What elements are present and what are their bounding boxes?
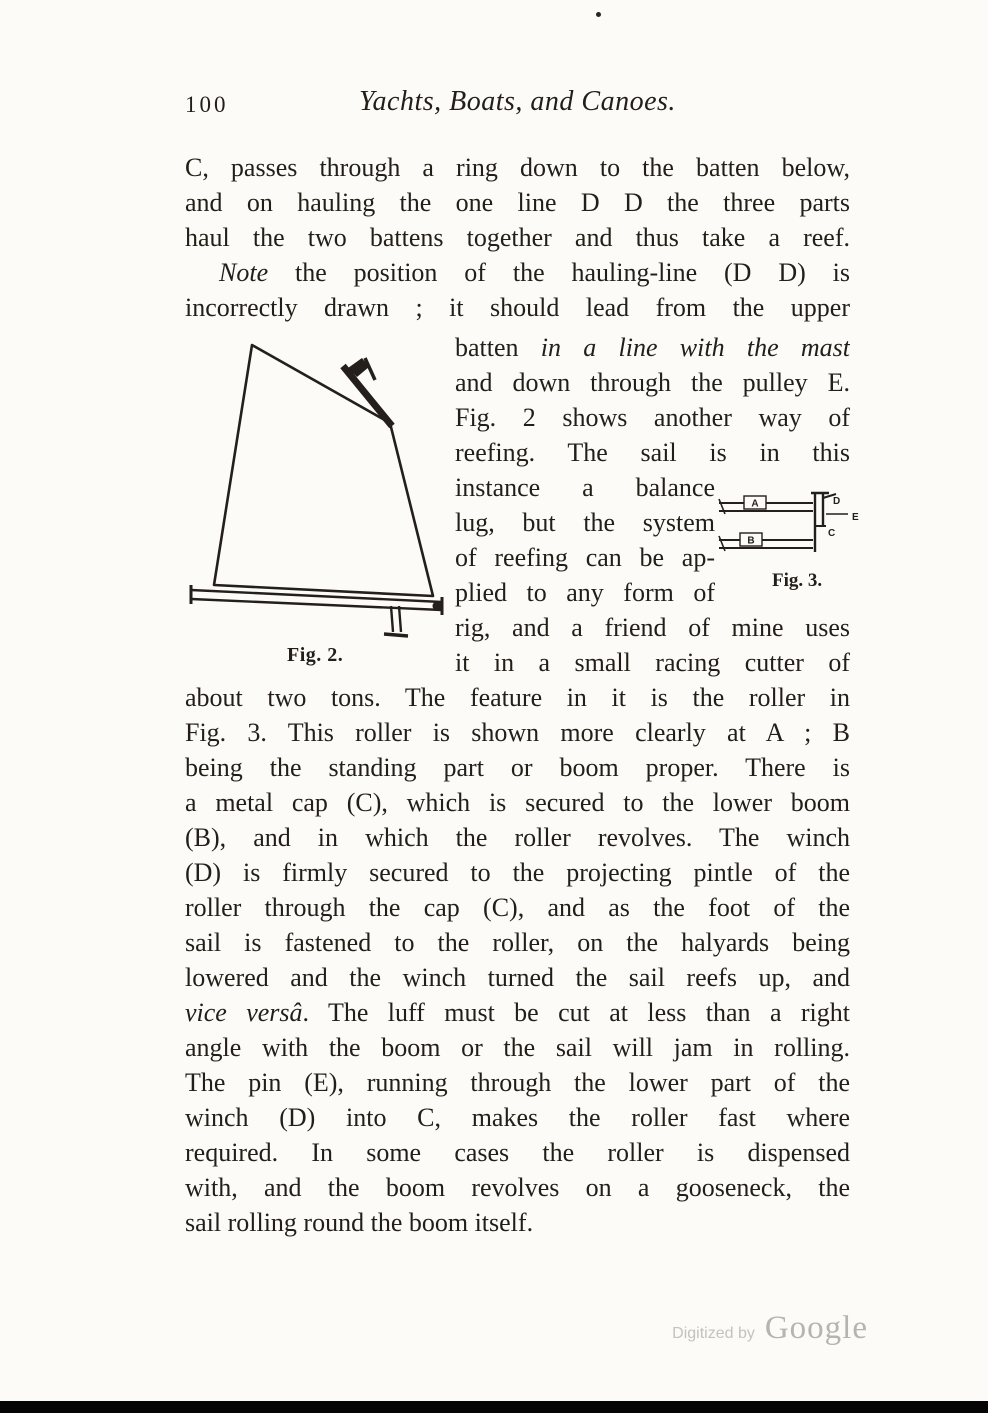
text-line: lug, but the system	[455, 508, 715, 537]
fig2-sail-drawing	[185, 338, 450, 638]
wrap-italic: in a line with the mast	[540, 333, 850, 362]
wrap-pre: batten	[455, 333, 541, 362]
text-line: haul the two battens together and thus take a reef.	[185, 223, 850, 252]
text-line	[185, 995, 850, 1030]
text-line: required. In some cases the roller is dispensed	[185, 1138, 850, 1167]
fig3-label-c: C	[828, 528, 836, 539]
sail-illustration-icon	[185, 338, 450, 638]
text-line: with, and the boom revolves on a gooseneck, the	[185, 1173, 850, 1202]
text-line: it in a small racing cutter of	[455, 648, 850, 677]
digitized-by-label: Digitized by	[672, 1325, 755, 1342]
text-line: and on hauling the one line D D the three parts	[185, 188, 850, 217]
text-line: angle with the boom or the sail will jam in rolling.	[185, 1033, 850, 1062]
text-line: and down through the pulley E.	[455, 368, 850, 397]
text-line: being the standing part or boom proper. There is	[185, 753, 850, 782]
note-rest: the position of the hauling-line (D D) is	[268, 258, 850, 287]
text-line: Fig. 3. This roller is shown more clearly at A ; B	[185, 718, 850, 747]
text-line: plied to any form of	[455, 578, 715, 607]
text-line: reefing. The sail is in this	[455, 438, 850, 467]
page-number: 100	[185, 92, 229, 117]
text-line: C, passes through a ring down to the batten below,	[185, 153, 850, 182]
text-line: of reefing can be ap-	[455, 543, 715, 572]
fig3-label-a: A	[751, 498, 759, 510]
fig2-caption: Fig. 2.	[287, 644, 344, 666]
vice-versa-italic: vice versâ	[185, 998, 303, 1027]
text-line: rig, and a friend of mine uses	[455, 613, 850, 642]
page-header	[185, 86, 850, 126]
text-line: (D) is firmly secured to the projecting pintle of the	[185, 858, 850, 887]
fig3-roller-diagram	[716, 490, 866, 574]
fig3-label-e: E	[852, 512, 859, 523]
text-line: about two tons. The feature in it is the roller in	[185, 683, 850, 712]
text-line: sail rolling round the boom itself.	[185, 1208, 534, 1237]
text-line: winch (D) into C, makes the roller fast where	[185, 1103, 850, 1132]
digitization-watermark	[0, 1310, 868, 1347]
text-line: Fig. 2 shows another way of	[455, 403, 850, 432]
text-line: a metal cap (C), which is secured to the lower boom	[185, 788, 850, 817]
intro-paragraph	[185, 150, 850, 325]
google-logo: Google	[764, 1310, 868, 1346]
main-paragraph	[185, 680, 850, 1240]
text-line	[455, 330, 850, 365]
fig3-label-d: D	[833, 496, 841, 507]
note-word: Note	[219, 258, 269, 287]
text-line: incorrectly drawn ; it should lead from the upper	[185, 293, 850, 322]
scan-edge-bar	[0, 1401, 988, 1413]
text-line: lowered and the winch turned the sail reefs up, and	[185, 963, 850, 992]
text-line: instance a balance	[455, 473, 715, 502]
roller-diagram-icon	[716, 490, 866, 574]
scan-speck	[596, 12, 601, 17]
fig3-caption: Fig. 3.	[772, 570, 823, 591]
text-line: (B), and in which the roller revolves. The winch	[185, 823, 850, 852]
vice-versa-rest: . The luff must be cut at less than a right	[302, 998, 850, 1027]
fig3-label-b: B	[747, 535, 755, 547]
text-line	[185, 255, 850, 290]
text-line: roller through the cap (C), and as the foot of the	[185, 893, 850, 922]
running-title: Yachts, Boats, and Canoes.	[359, 86, 676, 117]
text-line: The pin (E), running through the lower part of the	[185, 1068, 850, 1097]
text-line: sail is fastened to the roller, on the halyards being	[185, 928, 850, 957]
